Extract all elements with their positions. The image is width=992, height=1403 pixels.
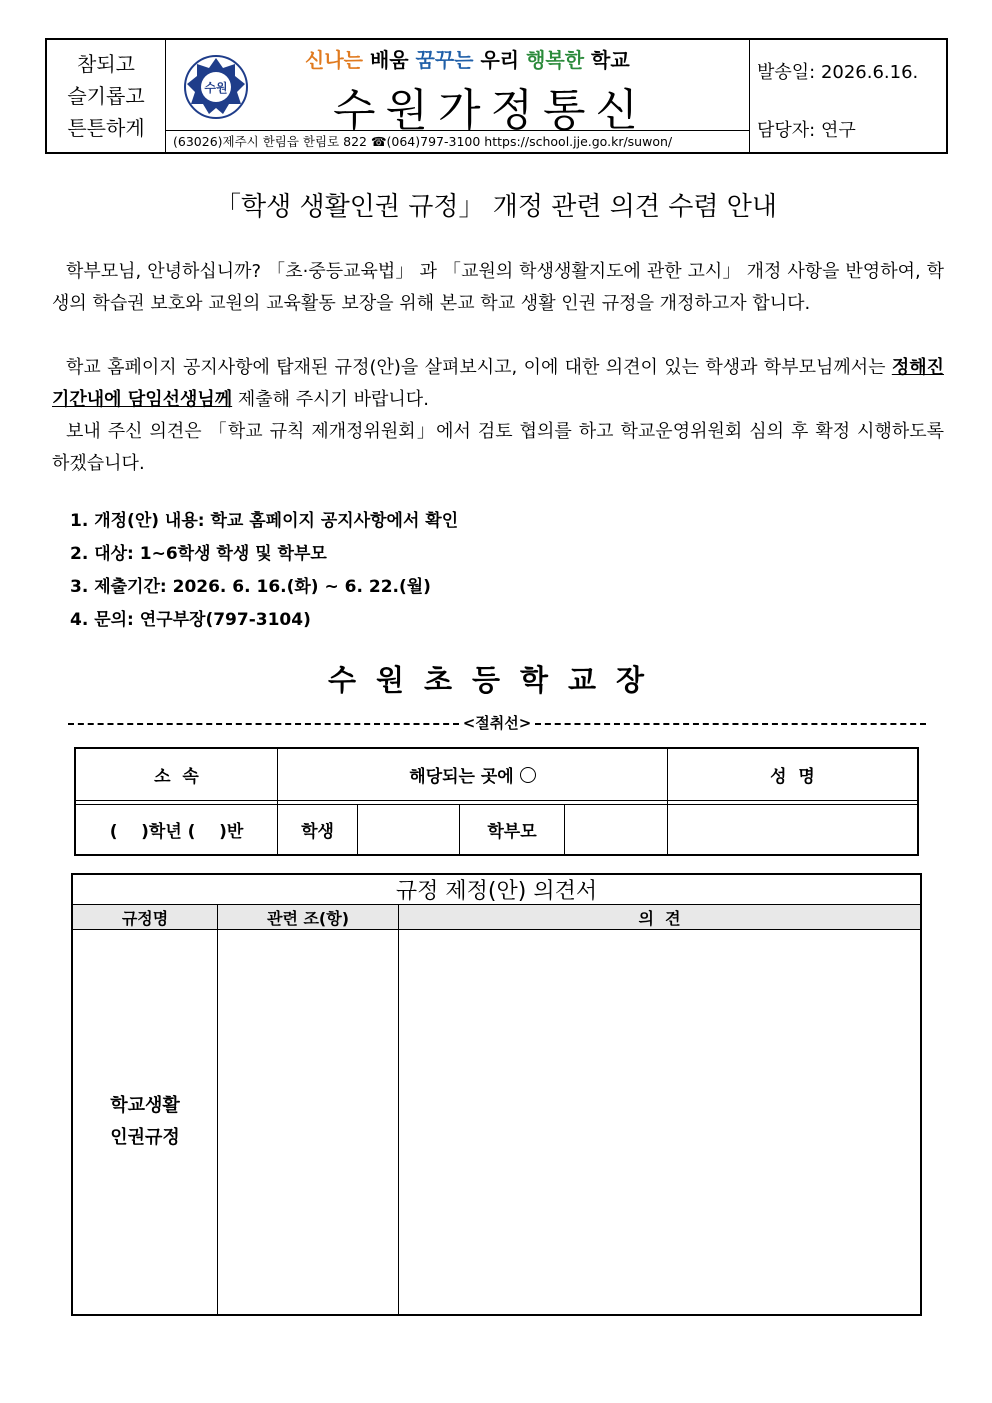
motto-line: 참되고 [77, 52, 135, 76]
motto-line: 튼튼하게 [67, 116, 145, 140]
article-input-cell[interactable] [218, 930, 398, 1314]
regulation-name-line: 인권규정 [110, 1127, 180, 1148]
list-item: 1. 개정(안) 내용: 학교 홈페이지 공지사항에서 확인 [70, 511, 459, 531]
column-header-regulation: 규정명 [121, 908, 169, 928]
slogan-word: 꿈꾸는 [415, 48, 474, 72]
paragraph-process: 보내 주신 의견은 「학교 규칙 제개정위원회」에서 검토 협의를 하고 학교운영위원회 심의 후 확정 시행하도록 하겠습니다. [52, 421, 944, 474]
parent-check-field[interactable] [565, 805, 667, 854]
principal-signature: 수원초등학교장 [327, 663, 665, 697]
cut-label: <절취선> [462, 714, 532, 732]
regulation-name-cell [73, 930, 217, 1314]
school-logo [183, 54, 249, 120]
check-header [278, 749, 667, 800]
dashed-line [535, 723, 926, 725]
parent-label: 학부모 [487, 822, 537, 842]
header-meta [749, 40, 946, 152]
slogan-word: 신나는 [305, 48, 363, 72]
cut-line [68, 712, 926, 733]
paragraph-intro: 학부모님, 안녕하십니까? 「초·중등교육법」 과 「교원의 학생생활지도에 관한 고시」 개정 사항을 반영하여, 학생의 학습권 보호와 교원의 교육활동 보장을 위해 본교 학교 생활 인권 규정을 개정하고자 합니다. [52, 261, 944, 314]
notice-items [70, 505, 458, 637]
student-check-field[interactable] [358, 805, 459, 854]
list-item: 2. 대상: 1~6학생 학생 및 학부모 [70, 544, 327, 564]
newsletter-header [45, 38, 948, 154]
motto-line: 슬기롭고 [67, 84, 145, 108]
manager: 담당자: 연구 [757, 120, 856, 141]
column-header-article: 관련 조(항) [266, 908, 350, 928]
name-field[interactable] [668, 805, 917, 854]
dashed-line [68, 723, 459, 725]
school-slogan [305, 44, 630, 73]
slogan-word: 학교 [591, 48, 630, 72]
slogan-word: 배움 [369, 48, 409, 72]
slogan-word: 우리 [480, 48, 520, 72]
affiliation-header: 소 속 [154, 767, 199, 787]
notice-title: 「학생 생활인권 규정」 개정 관련 의견 수렴 안내 [215, 192, 777, 222]
student-label: 학생 [301, 822, 334, 842]
slogan-word: 행복한 [526, 48, 585, 72]
logo-text: 수원 [204, 81, 228, 95]
paragraph-text: 제출해 주시기 바랍니다. [232, 389, 429, 410]
paragraph-request [52, 352, 944, 416]
list-item: 4. 문의: 연구부장(797-3104) [70, 610, 311, 630]
circle-mark-icon [520, 767, 536, 783]
paragraph-text: 학교 홈페이지 공지사항에 탑재된 규정(안)을 살펴보시고, 이에 대한 의견이 있는 학생과 학부모님께서는 [66, 357, 892, 378]
table-divider [76, 800, 917, 801]
list-item: 3. 제출기간: 2026. 6. 16.(화) ~ 6. 22.(월) [70, 577, 431, 597]
grade-class-field[interactable]: ( )학년 ( )반 [109, 822, 244, 842]
regulation-name-line: 학교생활 [110, 1095, 180, 1116]
column-header-opinion: 의 견 [638, 908, 681, 928]
header-center [165, 40, 750, 152]
opinion-input-cell[interactable] [399, 930, 920, 1314]
respondent-info-table [74, 747, 919, 856]
send-date: 발송일: 2026.6.16. [757, 62, 919, 83]
opinion-form-table [71, 873, 922, 1316]
check-header-text: 해당되는 곳에 [409, 767, 514, 787]
name-header: 성 명 [770, 767, 815, 787]
school-address: (63026)제주시 한림읍 한림로 822 ☎(064)797-3100 https://school.jje.go.kr/suwon/ [165, 130, 749, 152]
school-motto [47, 40, 166, 152]
emphasis-text: 정해진 기간내에 담임선생님께 [52, 357, 944, 410]
newsletter-title: 수원가정통신 [333, 85, 649, 136]
opinion-form-title: 규정 제정(안) 의견서 [395, 879, 598, 904]
